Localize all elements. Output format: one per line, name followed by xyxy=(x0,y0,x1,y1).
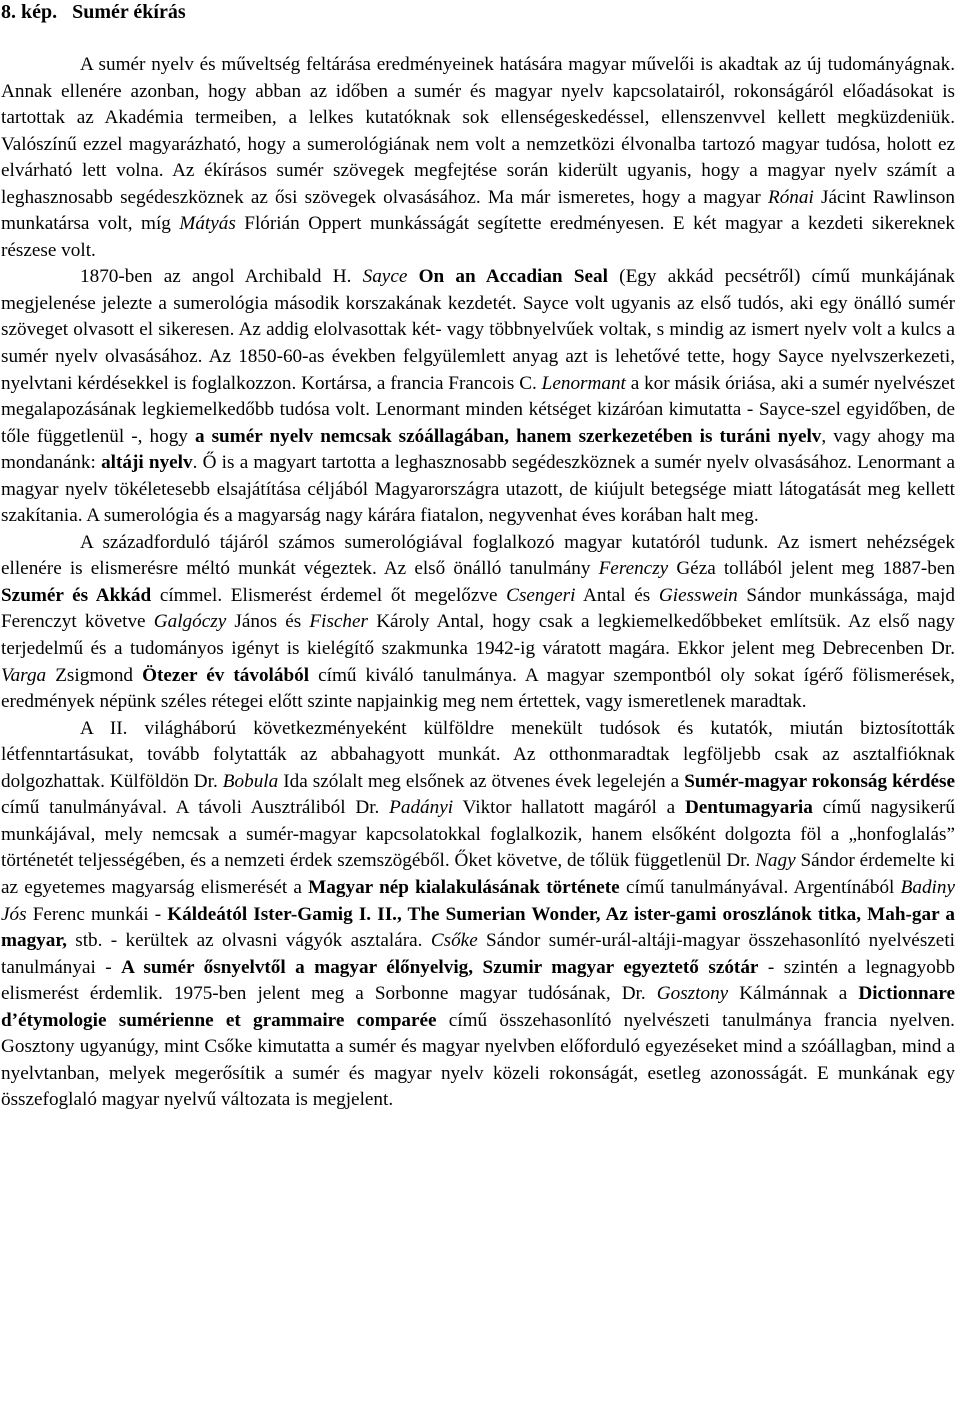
p3-run: Giesswein xyxy=(658,584,738,606)
p4-run: Káldeától Ister-Gamig I. II., The Sumerian Wonder, Az ister-gami oroszlánok titka, Mah-gar a magyar, xyxy=(1,903,955,952)
p3-run: Géza tollából jelent meg 1887-ben xyxy=(668,558,955,580)
paragraph-hungarian-researchers xyxy=(1,530,955,716)
p2-run: (Egy akkád pecsétről) című munkájának megjelenése jelezte a sumerológia második korszakának kezdetét. Sayce volt ugyanis az első tudós, aki egy önálló sumér szöveget olvasott el sikeresen. Az addig elolvasottak két- vagy többnyelvűek voltak, s mindig az ismert nyelv volt a kulcs a sumér nyelv olvasásához. Az 1850-60-as években felgyülemlett anyag azt is lehetővé tette, hogy Sayce nyelvszerkezeti, nyelvtani kérdésekkel is foglalkozzon. Kortársa, a francia Francois C. xyxy=(1,266,955,394)
p2-run: altáji nyelv xyxy=(101,452,193,474)
p4-run: Nagy xyxy=(755,850,796,872)
p2-run: a sumér nyelv nemcsak szóállagában, hanem szerkezetében is turáni nyelv xyxy=(194,425,822,447)
p3-run: Ferenczy xyxy=(598,558,669,580)
p4-run: Badiny Jós xyxy=(1,876,955,925)
p2-run: , vagy ahogy ma mondanánk: xyxy=(1,425,955,474)
p4-run: című tanulmányával. A távoli Ausztráliból Dr. xyxy=(1,797,390,819)
p3-run: Galgóczy xyxy=(153,611,227,633)
p4-run: Bobula xyxy=(222,770,279,792)
article-body xyxy=(1,52,956,1111)
p1-run: Mátyás xyxy=(179,213,236,235)
p4-run: című összehasonlító nyelvészeti tanulmánya francia nyelven. Gosztony ugyanúgy, mint Csőke kimutatta a sumér és magyar nyelvben előforduló egyezéseket mind a szóállagban, mind a nyelvtanban, melyek megerősítik a sumér és magyar nyelv közeli rokonságát, esetleg azonosságát. E munkának egy összefoglaló magyar nyelvű változata is megjelent. xyxy=(1,1009,955,1111)
p2-run: 1870-ben az angol Archibald H. xyxy=(80,266,363,288)
p4-run: Dictionnare d’étymologie sumérienne et grammaire comparée xyxy=(1,983,955,1031)
p3-run: Antal és xyxy=(575,584,659,606)
p2-run: . Ő is a magyart tartotta a leghasznosabb segédeszköznek a sumér nyelv olvasásához. Lenormant a magyar nyelv tökéletesebb elsajátítása céljából Magyarországra utazott, de kiújult betegsége miatt látogatását meg kellett szakítania. A sumerológia és a magyarság nagy kárára fiatalon, negyvenhat éves korában halt meg. xyxy=(1,452,955,527)
p3-run: Ötezer év távolából xyxy=(142,664,310,686)
p4-run: Sándor érdemelte ki az egyetemes magyarság elismerését a xyxy=(1,850,955,898)
p4-run: Sándor sumér-urál-altáji-magyar összehasonlító nyelvészeti tanulmányai - xyxy=(1,930,955,978)
p4-run: Kálmánnak a xyxy=(728,983,859,1005)
p4-run: Sumér-magyar rokonság kérdése xyxy=(684,770,955,792)
p2-run: Sayce xyxy=(362,266,408,288)
p4-run: - szintén a legnagyobb elismerést érdemlik. 1975-ben jelent meg a Sorbonne magyar tudósának, Dr. xyxy=(1,956,956,1005)
p1-run: Flórián Oppert munkásságát segítette eredményesen. E két magyar a kezdeti sikereknek részese volt. xyxy=(1,213,955,261)
p3-run: Szumér és Akkád xyxy=(1,584,152,606)
p4-run: Ida szólalt meg elsőnek az ötvenes évek legelején a xyxy=(278,770,685,792)
p4-run: Gosztony xyxy=(656,983,729,1005)
figure-title: Sumér ékírás xyxy=(72,1,186,23)
p4-run: Dentumagyaria xyxy=(684,797,813,819)
p2-run: a kor másik óriása, aki a sumér nyelvészet megalapozásának legkiemelkedőbb tudósa volt. Lenormant minden kétséget kizáróan kimutatta - Sayce-szel egyidőben, de tőle függetlenül -, hogy xyxy=(1,372,955,447)
p3-run: Zsigmond xyxy=(46,664,143,686)
p4-run: stb. - kerültek az olvasni vágyók asztalára. xyxy=(66,930,431,952)
p3-run: Csengeri xyxy=(506,584,576,606)
figure-caption-heading xyxy=(1,0,186,25)
p4-run: A II. világháború következményeként külföldre menekült tudósok és kutatók, miután biztosították létfenntartásukat, tovább folytatták az abbahagyott munkát. Az otthonmaradtak legföljebb csak az asztalfióknak dolgozhattak. Külföldön Dr. xyxy=(1,717,955,792)
p3-run: Varga xyxy=(1,664,47,686)
p4-run: Padányi xyxy=(389,797,454,819)
p1-run: Rónai xyxy=(767,186,814,208)
paragraph-sayce-lenormant xyxy=(1,264,955,529)
p3-run: A századforduló tájáról számos sumerológiával foglalkozó magyar kutatóról tudunk. Az ismert nehézségek ellenére is elismerésre méltó munkát végeztek. Az első önálló tanulmány xyxy=(1,531,955,580)
p3-run: Fischer xyxy=(309,611,369,633)
p3-run: címmel. Elismerést érdemel őt megelőzve xyxy=(151,584,507,606)
p3-run: című kiváló tanulmánya. A magyar szempontból oly sokat ígérő fölismerések, eredmények népünk széles rétegei előtt szinte napjainkig meg nem értettek, vagy ismeretlenek maradtak. xyxy=(1,664,955,713)
p4-run: Csőke xyxy=(430,930,478,952)
p4-run: A sumér ősnyelvtől a magyar élőnyelvig, Szumir magyar egyeztető szótár xyxy=(121,956,759,978)
p4-run: című nagysikerű munkájával, mely nemcsak a sumér-magyar kapcsolatokkal foglalkozik, hanem elsőként dolgozta föl a „honfoglalás” történetét teljességében, és a nemzeti érdek szemszögéből. Őket követve, de tőlük függetlenül Dr. xyxy=(1,797,955,872)
paragraph-emigre-scholars xyxy=(1,716,956,1111)
p3-run: Károly Antal, hogy csak a legkiemelkedőbbeket említsük. Az első nagy terjedelmű és a tudományos igényt is kielégítő szakmunka 1942-ig váratott magára. Ekkor jelent meg Debrecenben Dr. xyxy=(1,611,955,660)
p4-run: Viktor hallatott magáról a xyxy=(453,797,685,819)
p4-run: Ferenc munkái - xyxy=(26,903,168,925)
p1-run: Jácint Rawlinson munkatársa volt, míg xyxy=(1,186,955,235)
p4-run: című tanulmányával. Argentínából xyxy=(619,876,901,898)
p4-run: Magyar nép kialakulásának története xyxy=(308,876,620,898)
p2-run: On an Accadian Seal xyxy=(418,266,608,288)
p2-run: Lenormant xyxy=(541,372,626,394)
figure-number: 8. kép. xyxy=(1,1,58,23)
p3-run: Sándor munkássága, majd Ferenczyt követve xyxy=(1,584,955,633)
p1-run: A sumér nyelv és műveltség feltárása eredményeinek hatására magyar művelői is akadtak az új tudományágnak. Annak ellenére azonban, hogy abban az időben a sumér és magyar nyelv kapcsolatairól, rokonságáról előadásokat is tartottak az Akadémia termeiben, a lelkes kutatóknak sok ellenségeskedéssel, ellenszenvvel kellett megküzdeniük. Valószínű ezzel magyarázható, hogy a sumerológiának nem volt a nemzetközi élvonalba tartozó magyar tudósa, holott ez elvárható lett volna. Az ékírásos sumér szövegek megfejtése során kiderült ugyanis, hogy a magyar nyelv számít a leghasznosabb segédeszköznek az ősi szövegek olvasásához. Ma már ismeretes, hogy a magyar xyxy=(1,54,955,208)
p2-run xyxy=(407,266,418,287)
p3-run: János és xyxy=(226,611,310,633)
paragraph-sumerology-beginnings xyxy=(1,52,955,264)
